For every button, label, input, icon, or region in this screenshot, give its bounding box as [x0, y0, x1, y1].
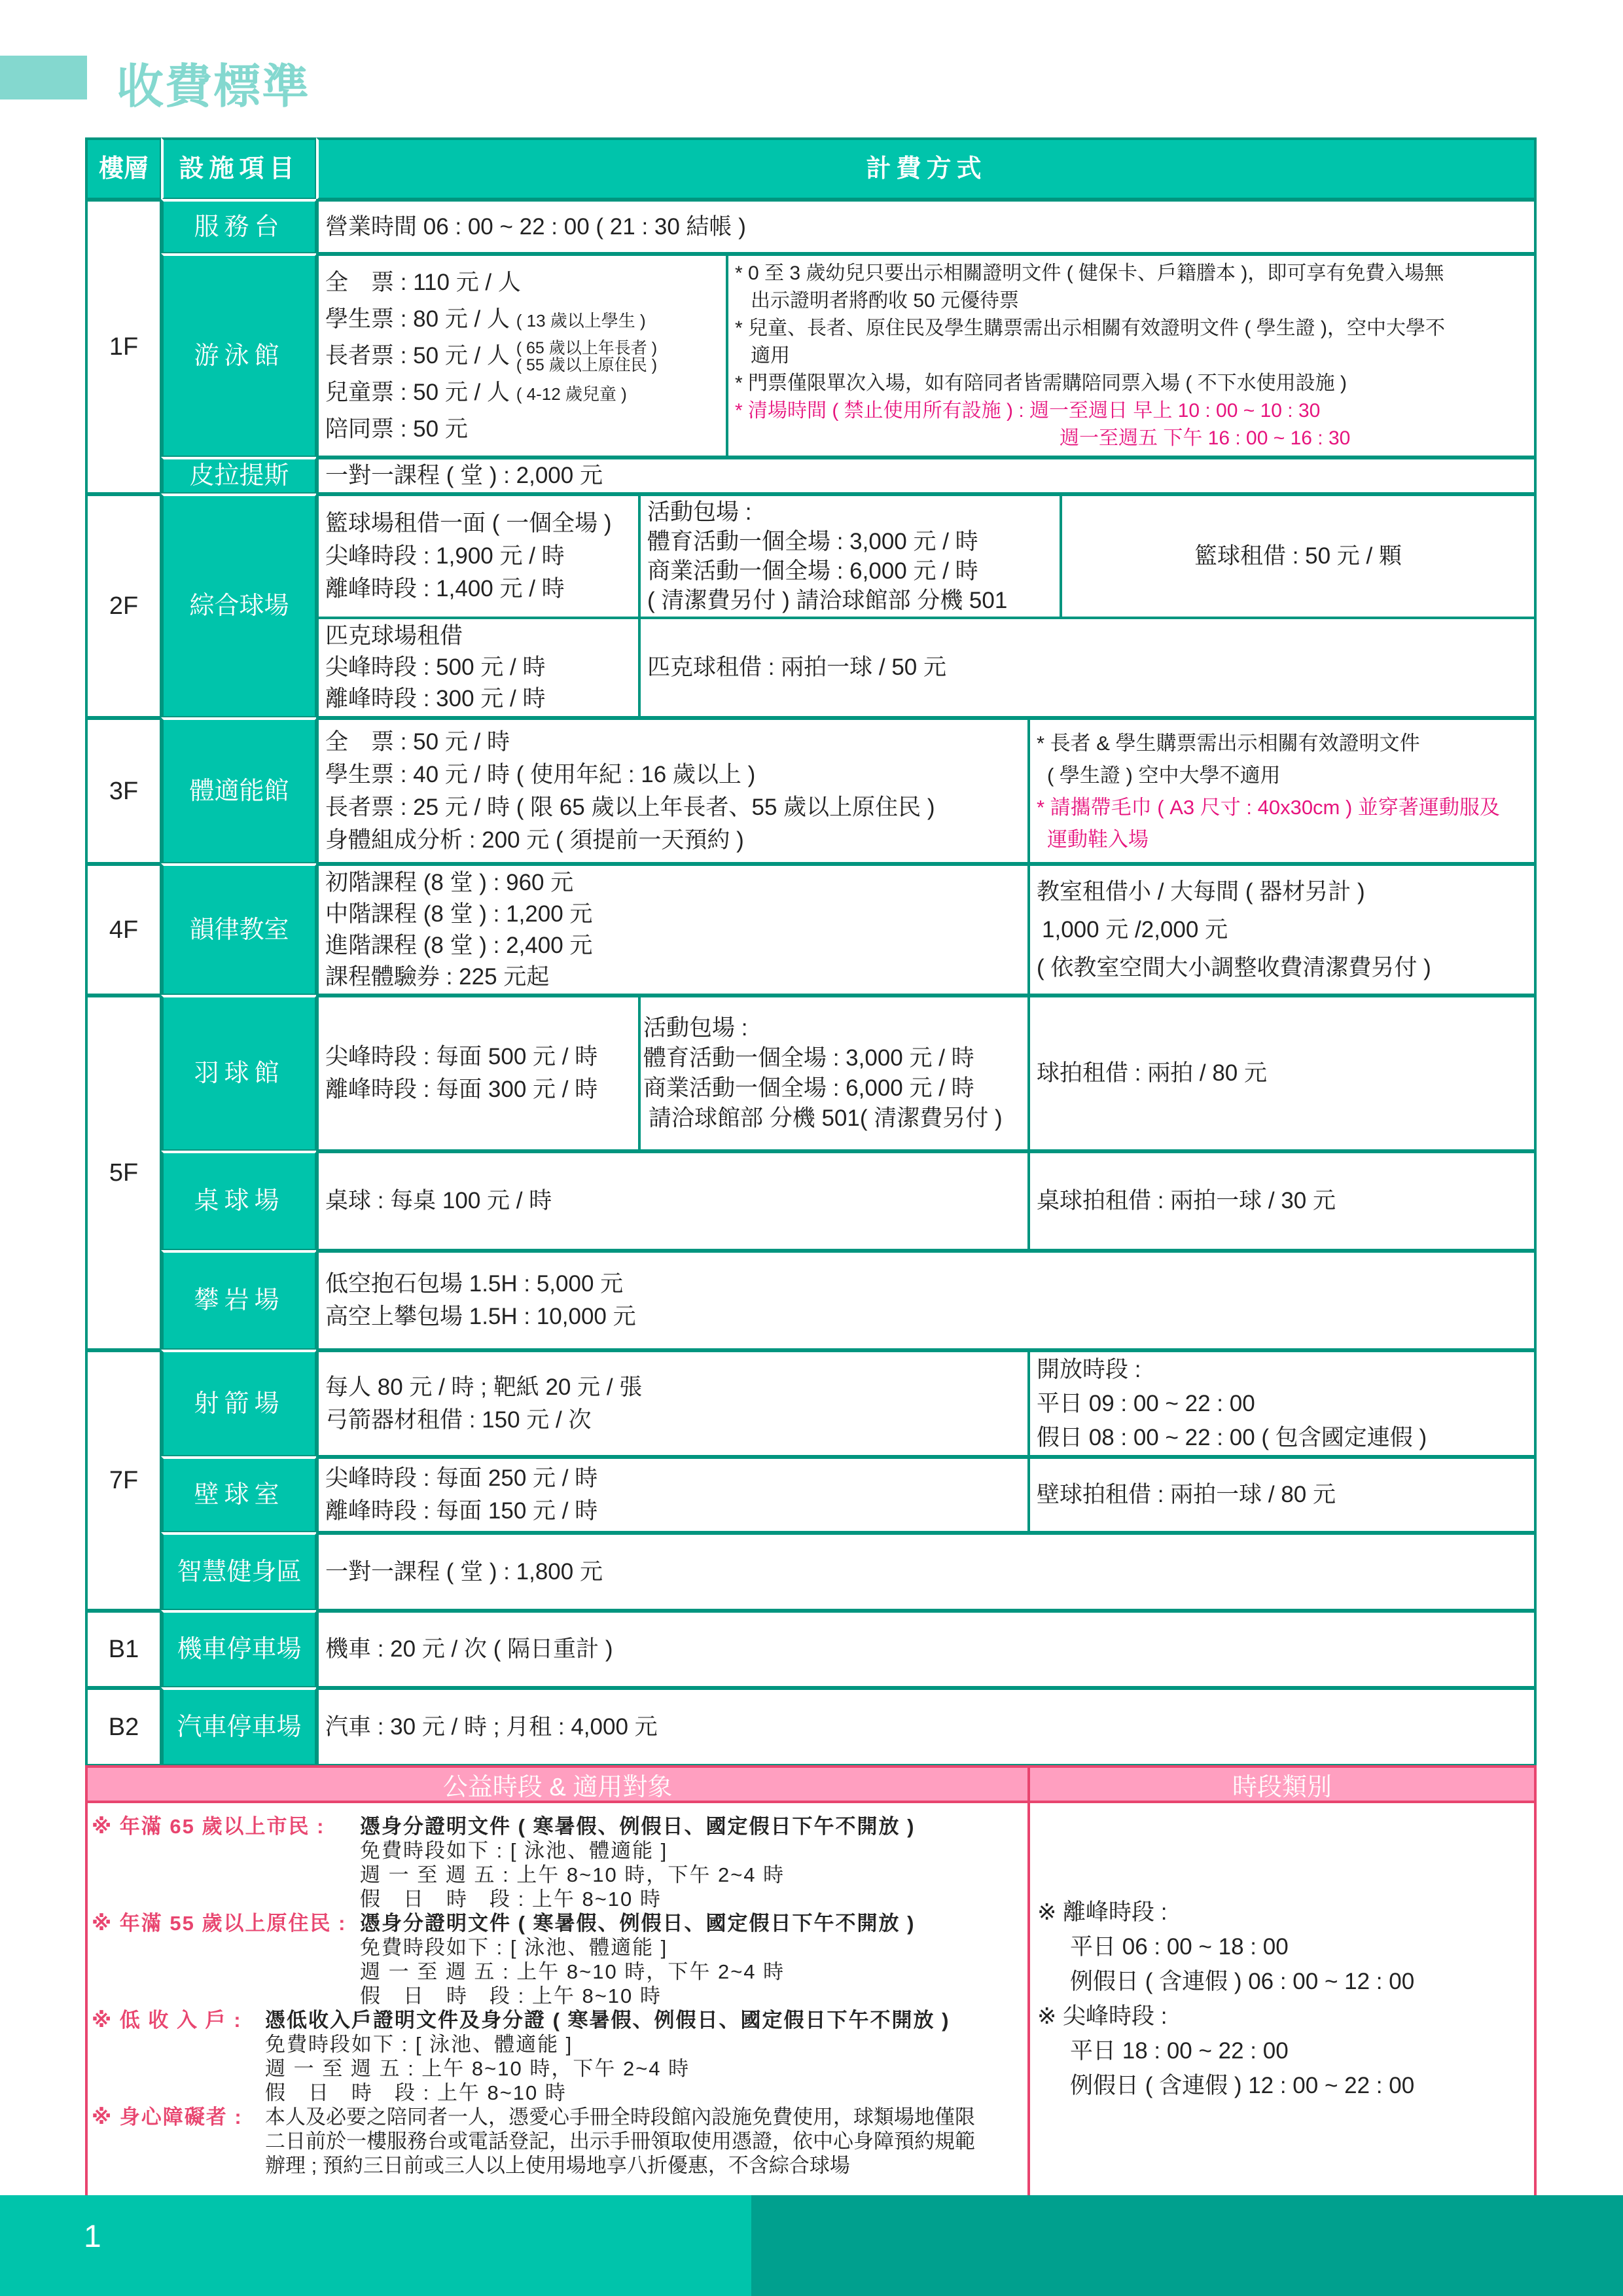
ticket-label: 學生票 : 80 元 / 人 [325, 306, 510, 332]
swim-ticket [325, 374, 719, 411]
text-line: 汽車 : 30 元 / 時 ; 月租 : 4,000 元 [325, 1713, 658, 1740]
service-hours [316, 199, 1537, 255]
floor-7f: 7F [85, 1350, 162, 1611]
note-line: * 兒童、長者、原住民及學生購票需出示相關有效證明文件 ( 學生證 )，空中大學不 [735, 317, 1445, 339]
note-line: 出示證明者將酌收 50 元優待票 [751, 289, 1020, 312]
text-line: 尖峰時段 : 每面 250 元 / 時 [325, 1465, 598, 1491]
text-line: 尖峰時段 : 1,900 元 / 時 [325, 543, 565, 569]
note-line: ( 學生證 ) 空中大學不適用 [1047, 763, 1281, 787]
welfare-line: 假 日 時 段 : 上午 8~10 時 [360, 1984, 662, 2007]
court-ball-rent [1060, 493, 1537, 619]
court-pickle [316, 617, 641, 719]
note-line: * 門票僅限單次入場，如有陪同者皆需購陪同票入場 ( 不下水使用設施 ) [735, 372, 1347, 394]
facility-moto: 機車停車場 [161, 1610, 317, 1689]
footer-band-left [0, 2195, 751, 2296]
facility-climbing: 攀岩場 [161, 1250, 317, 1351]
tabletennis-price [316, 1151, 1030, 1251]
welfare-line: 假 日 時 段 : 上午 8~10 時 [265, 2081, 567, 2104]
text-line: 壁球拍租借 : 兩拍一球 / 80 元 [1037, 1482, 1336, 1507]
text-line: 開放時段 : [1037, 1356, 1141, 1382]
ticket-note: ( 55 歲以上原住民 ) [516, 356, 658, 375]
period-header: 時段類別 [1027, 1765, 1537, 1803]
welfare-line: 免費時段如下 : [ 泳池、體適能 ] [360, 1936, 668, 1959]
text-line: 每人 80 元 / 時 ; 靶紙 20 元 / 張 [325, 1374, 643, 1400]
ticket-label: 長者票 : 50 元 / 人 [325, 342, 510, 368]
page-number: 1 [84, 2219, 101, 2254]
gym-notes [1027, 717, 1537, 865]
welfare-line: 週 一 至 週 五 : 上午 8~10 時，下午 2~4 時 [360, 1863, 785, 1886]
header-facility: 設施項目 [161, 137, 317, 200]
text-line: 桌球 : 每桌 100 元 / 時 [325, 1188, 552, 1213]
text-line: 學生票 : 40 元 / 時 ( 使用年紀 : 16 歲以上 ) [325, 761, 756, 787]
page-title: 收費標準 [116, 61, 311, 113]
text-line: 假日 08 : 00 ~ 22 : 00 ( 包含國定連假 ) [1037, 1424, 1427, 1450]
welfare-line: 本人及必要之陪同者一人，憑愛心手冊全時段館內設施免費使用，球類場地僅限 [265, 2106, 975, 2128]
badminton-event [638, 995, 1030, 1152]
badminton-rent [1027, 995, 1537, 1152]
text-line: 弓箭器材租借 : 150 元 / 次 [325, 1407, 592, 1433]
text-line: 桌球拍租借 : 兩拍一球 / 30 元 [1037, 1188, 1336, 1213]
swim-ticket [325, 264, 719, 301]
period-list [1037, 1895, 1414, 2103]
welfare-header: 公益時段 & 適用對象 [85, 1765, 1030, 1803]
period-line: 平日 06 : 00 ~ 18 : 00 [1070, 1934, 1289, 1960]
text-line: 匹克球租借 : 兩拍一球 / 50 元 [647, 655, 947, 680]
text-line: 一對一課程 ( 堂 ) : 1,800 元 [325, 1558, 603, 1585]
facility-gym: 體適能館 [161, 717, 317, 865]
archery-hours [1027, 1350, 1537, 1458]
pilates-price [316, 457, 1537, 495]
text-line: 教室租借小 / 大每間 ( 器材另計 ) [1037, 878, 1365, 905]
floor-b2: B2 [85, 1687, 162, 1767]
floor-1f: 1F [85, 199, 162, 495]
note-line: * 0 至 3 歲幼兒只要出示相關證明文件 ( 健保卡、戶籍謄本 )，即可享有免費入場無 [735, 262, 1444, 284]
text-line: 尖峰時段 : 500 元 / 時 [325, 655, 546, 680]
text-line: 機車 : 20 元 / 次 ( 隔日重計 ) [325, 1636, 613, 1662]
ticket-label: 陪同票 : 50 元 [325, 416, 468, 442]
title-accent-bar [0, 56, 87, 99]
welfare-line: 憑低收入戶證明文件及身分證 ( 寒暑假、例假日、國定假日下午不開放 ) [265, 2009, 950, 2032]
text-line: 中階課程 (8 堂 ) : 1,200 元 [325, 901, 593, 927]
text-line: 進階課程 (8 堂 ) : 2,400 元 [325, 932, 593, 958]
text-line: 活動包場 : [647, 499, 752, 525]
facility-squash: 壁球室 [161, 1456, 317, 1534]
text-line: 尖峰時段 : 每面 500 元 / 時 [325, 1044, 598, 1069]
pilates-text: 一對一課程 ( 堂 ) : 2,000 元 [325, 463, 603, 488]
text-line: 初階課程 (8 堂 ) : 960 元 [325, 869, 574, 895]
towel-note: * 請攜帶毛巾 ( A3 尺寸 : 40x30cm ) 並穿著運動服及 [1037, 795, 1500, 819]
text-line: 商業活動一個全場 : 6,000 元 / 時 [647, 558, 978, 584]
text-line: 低空抱石包場 1.5H : 5,000 元 [325, 1271, 624, 1297]
text-line: 匹克球場租借 [325, 623, 463, 649]
text-line: 平日 09 : 00 ~ 22 : 00 [1037, 1390, 1255, 1416]
car-price [316, 1687, 1537, 1767]
welfare-label-lowincome: ※ 低 收 入 戶 : [92, 2009, 242, 2032]
text-line: 籃球場租借一面 ( 一個全場 ) [325, 511, 612, 536]
welfare-label-55: ※ 年滿 55 歲以上原住民 : [92, 1912, 347, 1935]
peak-label: ※ 尖峰時段 : [1037, 2003, 1168, 2029]
moto-price [316, 1610, 1537, 1689]
text-line: 離峰時段 : 1,400 元 / 時 [325, 576, 565, 601]
text-line: 體育活動一個全場 : 3,000 元 / 時 [643, 1045, 974, 1071]
towel-note: 運動鞋入場 [1047, 827, 1149, 851]
text-line: 離峰時段 : 每面 300 元 / 時 [325, 1077, 598, 1102]
floor-5f: 5F [85, 995, 162, 1351]
welfare-line: 假 日 時 段 : 上午 8~10 時 [360, 1888, 662, 1910]
welfare-label-65: ※ 年滿 65 歲以上市民 : [92, 1815, 325, 1838]
court-basketball [316, 493, 641, 619]
squash-rent [1027, 1456, 1537, 1534]
text-line: 1,000 元 /2,000 元 [1042, 916, 1228, 942]
welfare-line: 免費時段如下 : [ 泳池、體適能 ] [265, 2033, 573, 2056]
ticket-label: 全 票 : 110 元 / 人 [325, 269, 521, 295]
text-line: 高空上攀包場 1.5H : 10,000 元 [325, 1304, 636, 1329]
text-line: 身體組成分析 : 200 元 ( 須提前一天預約 ) [325, 827, 744, 853]
archery-prices [316, 1350, 1030, 1458]
welfare-line: 憑身分證明文件 ( 寒暑假、例假日、國定假日下午不開放 ) [360, 1912, 916, 1935]
badminton-prices [316, 995, 641, 1152]
floor-b1: B1 [85, 1610, 162, 1689]
facility-swim: 游泳館 [161, 253, 317, 458]
period-line: 例假日 ( 含連假 ) 12 : 00 ~ 22 : 00 [1070, 2073, 1415, 2098]
smartgym-price [316, 1532, 1537, 1611]
facility-rhythm: 韻律教室 [161, 863, 317, 996]
text-line: 離峰時段 : 300 元 / 時 [325, 686, 546, 711]
ticket-note: ( 65 歲以上年長者 ) [516, 339, 658, 358]
swim-notes [726, 253, 1537, 458]
welfare-label-disabled: ※ 身心障礙者 : [92, 2106, 243, 2128]
text-line: ( 依教室空間大小調整收費清潔費另付 ) [1037, 954, 1431, 980]
facility-court: 綜合球場 [161, 493, 317, 719]
text-line: 球拍租借 : 兩拍 / 80 元 [1037, 1060, 1268, 1086]
rhythm-prices [316, 863, 1030, 996]
climbing-prices [316, 1250, 1537, 1351]
welfare-line: 憑身分證明文件 ( 寒暑假、例假日、國定假日下午不開放 ) [360, 1815, 916, 1838]
text-line: ( 清潔費另付 ) 請洽球館部 分機 501 [647, 588, 1008, 613]
facility-archery: 射箭場 [161, 1350, 317, 1458]
welfare-line: 週 一 至 週 五 : 上午 8~10 時，下午 2~4 時 [360, 1960, 785, 1983]
court-pickle-rent [638, 617, 1537, 719]
tabletennis-rent [1027, 1151, 1537, 1251]
text-line: 體育活動一個全場 : 3,000 元 / 時 [647, 529, 978, 554]
note-line: * 長者 & 學生購票需出示相關有效證明文件 [1037, 731, 1420, 755]
ticket-note: ( 13 歲以上學生 ) [516, 310, 646, 331]
text-line: 商業活動一個全場 : 6,000 元 / 時 [643, 1075, 974, 1101]
floor-4f: 4F [85, 863, 162, 996]
welfare-line: 辦理 ; 預約三日前或三人以上使用場地享八折優惠，不含綜合球場 [265, 2154, 850, 2177]
clearing-time-note: * 清場時間 ( 禁止使用所有設施 ) : 週一至週日 早上 10 : 00 ~ 10 : 30 [735, 399, 1321, 422]
text-line: 籃球租借 : 50 元 / 顆 [1194, 543, 1402, 569]
facility-car: 汽車停車場 [161, 1687, 317, 1767]
text-line: 請洽球館部 分機 501( 清潔費另付 ) [649, 1105, 1003, 1131]
rhythm-rent [1027, 863, 1537, 996]
facility-pilates: 皮拉提斯 [161, 457, 317, 495]
welfare-line: 免費時段如下 : [ 泳池、體適能 ] [360, 1839, 668, 1862]
facility-badminton: 羽球館 [161, 995, 317, 1152]
floor-3f: 3F [85, 717, 162, 865]
ticket-label: 兒童票 : 50 元 / 人 [325, 379, 510, 405]
header-floor: 樓層 [85, 137, 162, 200]
swim-tickets [316, 253, 728, 458]
welfare-line: 週 一 至 週 五 : 上午 8~10 時，下午 2~4 時 [265, 2057, 690, 2080]
clearing-time-note: 週一至週五 下午 16 : 00 ~ 16 : 30 [1060, 427, 1351, 449]
swim-ticket [325, 411, 719, 448]
period-line: 例假日 ( 含連假 ) 06 : 00 ~ 12 : 00 [1070, 1969, 1415, 1994]
note-line: 適用 [751, 344, 790, 367]
offpeak-label: ※ 離峰時段 : [1037, 1899, 1168, 1925]
welfare-line: 二日前於一樓服務台或電話登記，出示手冊領取使用憑證，依中心身障預約規範 [265, 2130, 975, 2153]
gym-prices [316, 717, 1030, 865]
header-method: 計費方式 [316, 137, 1537, 200]
squash-prices [316, 1456, 1030, 1534]
text-line: 活動包場 : [643, 1015, 748, 1041]
text-line: 長者票 : 25 元 / 時 ( 限 65 歲以上年長者、55 歲以上原住民 ) [325, 794, 935, 820]
text-line: 離峰時段 : 每面 150 元 / 時 [325, 1498, 598, 1524]
ticket-note: ( 4-12 歲兒童 ) [516, 384, 627, 404]
text-line: 全 票 : 50 元 / 時 [325, 728, 510, 755]
swim-ticket [325, 338, 719, 374]
period-line: 平日 18 : 00 ~ 22 : 00 [1070, 2038, 1289, 2064]
floor-2f: 2F [85, 493, 162, 719]
court-event [638, 493, 1062, 619]
swim-ticket [325, 301, 719, 338]
facility-tabletennis: 桌球場 [161, 1151, 317, 1251]
service-hours-text: 營業時間 06 : 00 ~ 22 : 00 ( 21 : 30 結帳 ) [325, 213, 746, 240]
facility-smartgym: 智慧健身區 [161, 1532, 317, 1611]
text-line: 課程體驗券 : 225 元起 [325, 963, 550, 990]
footer-band-right [751, 2195, 1623, 2296]
facility-service: 服務台 [161, 199, 317, 255]
